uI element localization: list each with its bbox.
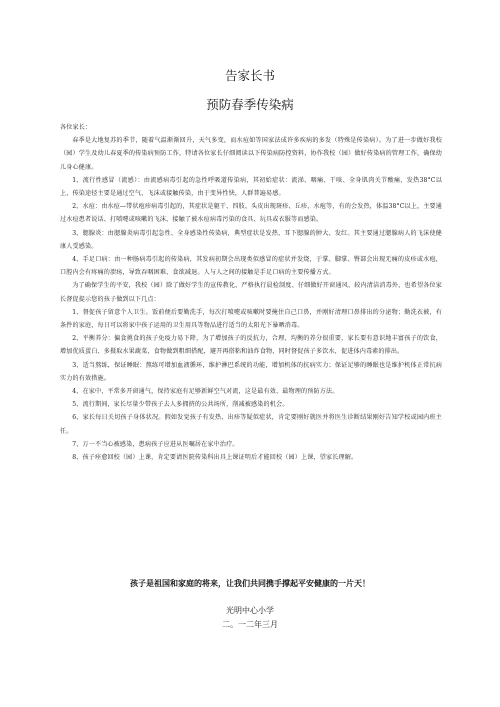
measure-monitoring: 6、家长每日关切孩子身体状况。假如发觉孩子有发热、出疹等疑似症状，肯定要刚好就医并将医生诊断结果刚好告知学校或园内班主任。: [60, 414, 442, 435]
letter-title: 告家长书: [224, 68, 275, 83]
intro-paragraph: 春季是大地复苏的季节，随着气温渐渐回升，天气多变，而水痘如等国家法成许多疾病的多发（特殊是传染病）。为了进一步做好我校（园）学生及幼儿春夏季的传染病预防工作，特请各位家长仔细阅读以下传染病防控资料，协作我校（园）做好传染病的管理工作，确保幼儿身心健康。: [60, 137, 442, 171]
measures-intro: 为了确保学生的平安，我校（园）除了做好学生的宣传教化、严格执行晨检制度、仔细做好开窗通风、较内清洁消毒外，也希望各位家长督促提示您的孩子做到以下几点：: [60, 282, 442, 303]
measure-ventilation: 4、在家中，平常多开窗通气，保持家庭有足够新鲜空气对流，这是最有效、最物理的预防方法。: [72, 388, 339, 396]
measure-treatment: 7、万一不当心被感染，患病孩子应进从医嘱居在家中治疗。: [72, 440, 239, 448]
measure-exercise: 3、适当熬练，保证睡眠：熬练可增加血液循环，维护淋巴系统的功能，增加机体的抗病实力；保证足够的睡眠也是维护机体正常抗病实力的有效措施。: [60, 361, 442, 382]
letter-subtitle: 预防春季传染病: [206, 97, 294, 112]
disease-hfmd: 4、手足口病：由一种肠病毒引起的传染病，其发病初期会出现类似感冒的症状并发烧，于掌、脚掌、臀部会出现无痛的皮疹或水疱，口腔内会有疼痛的溃疡，导致吞咽困难、食欲减退。人与人之间的接触是手足口病的主要传播方式。: [60, 256, 442, 277]
letter-body: [60, 121, 442, 464]
disease-mumps: 3、腮腺炎：由腮腺炎病毒引起急性、全身感染性传染病，典型症状是发热、耳下腮腺的肿大、发红。其主要通过腮腺病人的飞沫使健康人受感染。: [60, 229, 442, 250]
measure-nutrition: 2、平衡养分：偏食挑食的孩子免疫力易下降，为了增加孩子的反抗力，合理、均衡的养分很重要，家长要有意识地丰富孩子的饮食，增加优质蛋白、多摄取水果蔬菜，食物做到粗细搭配，避开再搭粘和油炸食物，同时督促孩子多饮水，促进体内毒素的排出。: [60, 335, 442, 356]
signature-org: 光明中心小学: [226, 606, 274, 615]
disease-flu: 1、流行性感冒（流感）：由流感病毒引起的急性呼吸道传染病，其初始症状：流涕、咽痛、干咳、全身肌肉关节酸痛，发热38°C以上，传染途径主要是通过空气、飞沫或接触传染，由于变异性快，人群普遍易感。: [60, 176, 442, 198]
closing-slogan: 孩子是祖国和家庭的将来，让我们共同携手撑起平安健康的一片天！: [130, 579, 370, 588]
measure-hygiene: 1、督促孩子留意个人卫生。饭前便后要勤洗手，每次打喷嚏或咳嗽时要掩住自己口鼻，并刚好清理口鼻排出的分泌物；勤洗衣被，有条件的家庭，每日可以将家中孩子运用的卫生用具等物品进行适当的太阳光下暴晒消毒。: [60, 308, 442, 330]
signature-date: 二。一二年三月: [222, 620, 278, 629]
measure-return: 8、孩子痊愈回校（园）上课，肯定要请医院传染科出具上课证明后才能回校（园）上课，望家长理解。: [72, 454, 358, 462]
greeting: 各位家长：: [60, 124, 92, 131]
measure-crowds: 5、流行期间，家长尽量少带孩子去人多拥挤的公共场所，削减被感染的机会。: [72, 401, 289, 409]
disease-chickenpox: 2、水痘：由水痘—带状疱疹病毒引起的，其症状是躯干、四肢、头皮出现斑疹、丘疹、水疱等，有的会发热，体温38°C以上，主要通过水痘患者说话、打喷嚏或咳嗽的飞沫、接触了被水痘病毒污染的食具、玩具或衣服等而感染。: [60, 203, 442, 224]
